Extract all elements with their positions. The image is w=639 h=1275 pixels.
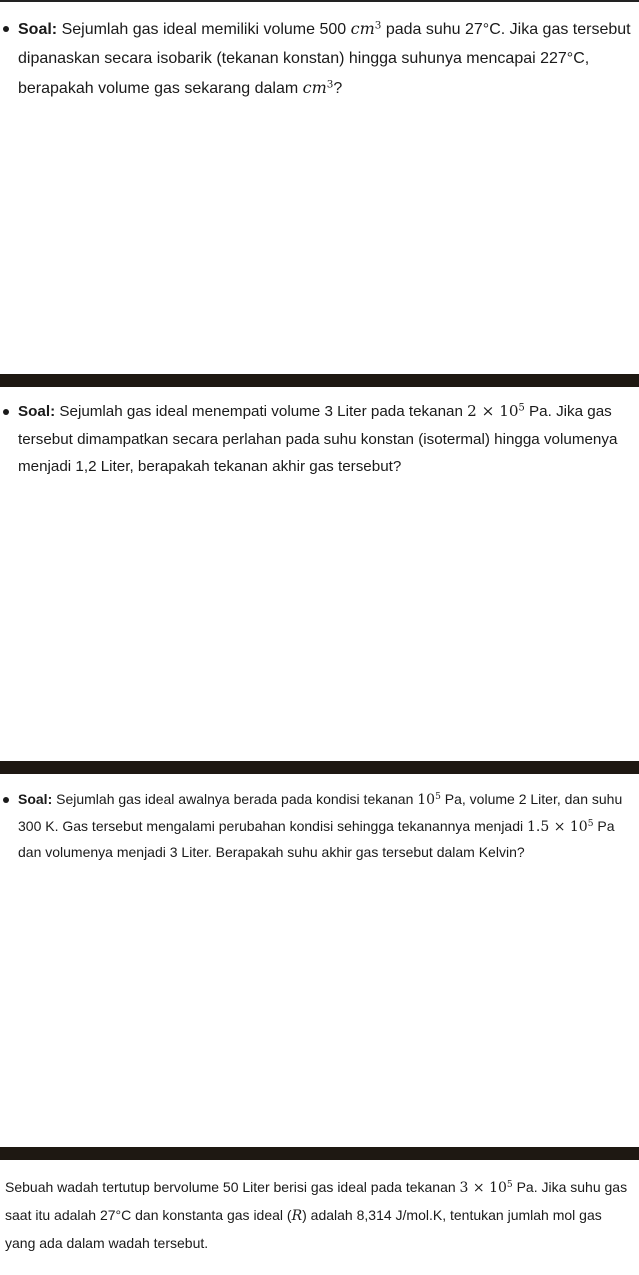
problem-3 xyxy=(0,787,639,866)
text-segment: ) adalah 8,314 J/mol.K, tentukan jumlah mol gas yang ada dalam wadah tersebut. xyxy=(5,1207,602,1251)
math-expression: 10 xyxy=(417,792,436,808)
text-segment: ? xyxy=(333,80,343,97)
math-exponent: 5 xyxy=(506,1180,513,1190)
text-segment: Pa. Jika suhu gas saat itu adalah 27°C dan konstanta gas ideal ( xyxy=(5,1179,628,1223)
text-segment: Sebuah wadah tertutup bervolume 50 Liter berisi gas ideal pada tekanan xyxy=(5,1179,460,1195)
text-segment: pada suhu 27°C. Jika gas tersebut dipanaskan secara isobarik (tekanan konstan) hingga suhunya mencapai 227°C, berapakah volume gas sekarang dalam xyxy=(18,21,631,97)
math-unit: cm xyxy=(350,19,375,38)
section-divider xyxy=(0,761,639,774)
math-expression: 1.5 × 10 xyxy=(527,818,588,835)
problem-paragraph xyxy=(0,1174,639,1257)
math-exponent: 5 xyxy=(435,792,441,802)
problem-text xyxy=(18,14,633,103)
problem-4 xyxy=(0,1174,639,1257)
problem-text xyxy=(5,1174,633,1257)
problem-list-item xyxy=(0,14,639,103)
text-segment: Sejumlah gas ideal awalnya berada pada kondisi tekanan xyxy=(56,791,418,807)
section-divider xyxy=(0,374,639,387)
math-unit: cm xyxy=(302,78,327,97)
problem-list-item xyxy=(0,398,639,481)
math-expression: 3 × 10 xyxy=(459,1180,507,1196)
text-segment: Sejumlah gas ideal memiliki volume 500 xyxy=(61,21,351,38)
text-segment: Sejumlah gas ideal menempati volume 3 Liter pada tekanan xyxy=(59,403,468,420)
math-expression: 2 × 10 xyxy=(467,402,519,420)
problem-list-item xyxy=(0,787,639,866)
text-segment: Pa dan volumenya menjadi 3 Liter. Berapakah suhu akhir gas tersebut dalam Kelvin? xyxy=(18,817,615,860)
bullet-icon xyxy=(3,409,9,415)
top-border xyxy=(0,0,639,2)
math-exponent: 3 xyxy=(374,19,382,32)
math-variable: R xyxy=(291,1208,303,1224)
soal-label: Soal: xyxy=(18,791,53,807)
bullet-icon xyxy=(3,26,9,32)
soal-label: Soal: xyxy=(18,403,56,420)
problem-text xyxy=(18,787,633,866)
text-segment: Pa, volume 2 Liter, dan suhu 300 K. Gas tersebut mengalami perubahan kondisi sehingga tekanannya menjadi xyxy=(18,791,623,834)
soal-label: Soal: xyxy=(18,21,58,38)
bullet-icon xyxy=(3,797,9,803)
math-exponent: 5 xyxy=(587,818,594,829)
section-divider xyxy=(0,1147,639,1160)
text-segment: Pa. Jika gas tersebut dimampatkan secara perlahan pada suhu konstan (isotermal) hingga volumenya menjadi 1,2 Liter, berapakah tekanan akhir gas tersebut? xyxy=(18,403,618,475)
math-exponent: 5 xyxy=(518,402,525,414)
math-exponent: 3 xyxy=(326,78,334,91)
problem-2 xyxy=(0,398,639,481)
problem-1 xyxy=(0,14,639,103)
problem-text xyxy=(18,398,633,481)
